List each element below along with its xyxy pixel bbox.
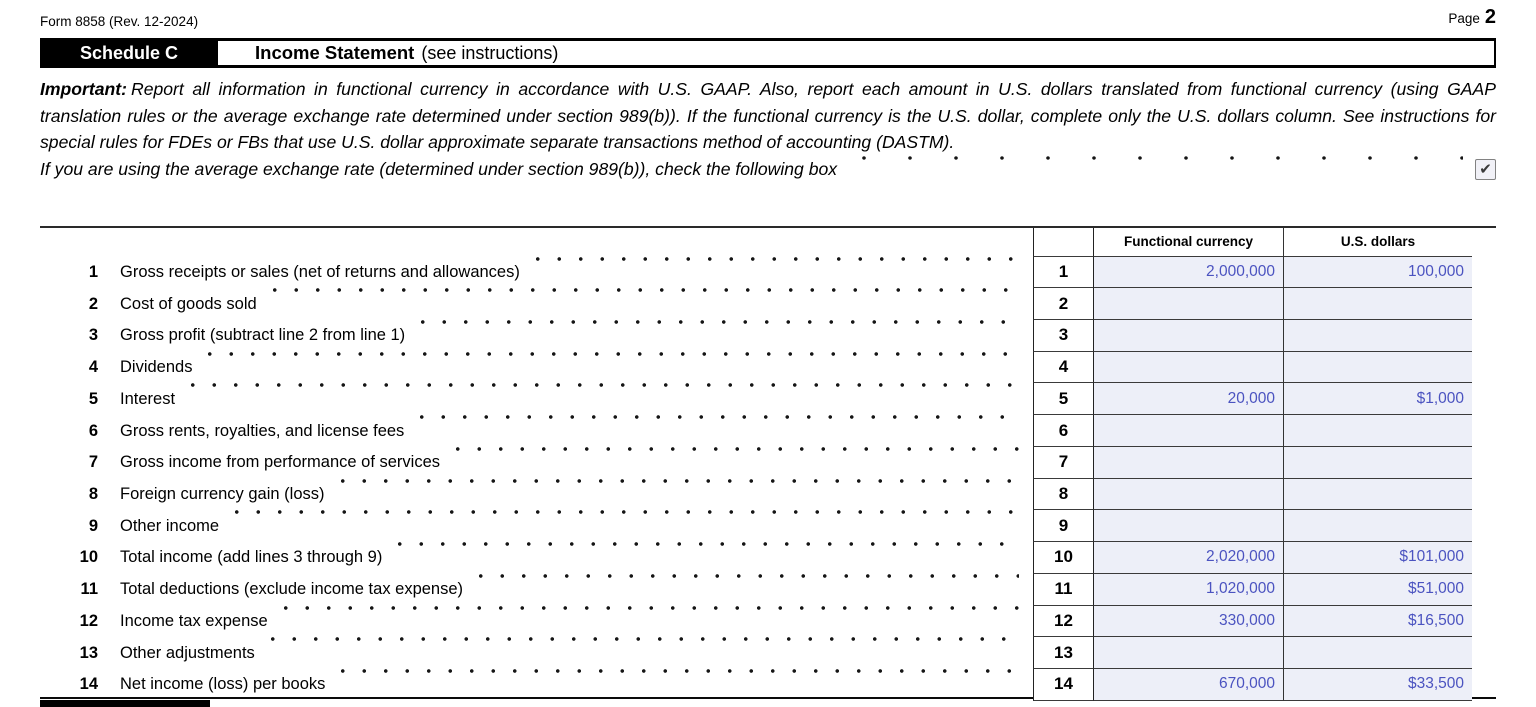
line-description [40, 606, 1033, 638]
functional-currency-field[interactable]: 330,000 [1094, 606, 1284, 638]
dot-leader [841, 156, 1463, 183]
next-section-edge [40, 700, 210, 707]
line-number-cell: 9 [1033, 510, 1094, 542]
line-number-cell: 4 [1033, 352, 1094, 384]
line-description [40, 669, 1033, 701]
line-number: 13 [79, 643, 98, 662]
line-number: 3 [88, 326, 98, 345]
line-number-cell: 6 [1033, 415, 1094, 447]
us-dollars-field[interactable] [1284, 415, 1472, 447]
dot-leader [470, 574, 1019, 606]
table-row [40, 288, 1496, 320]
functional-currency-field[interactable]: 1,020,000 [1094, 574, 1284, 606]
notice-label: Important: [40, 79, 127, 99]
form-id: Form 8858 (Rev. 12-2024) [40, 14, 199, 29]
line-label: Interest [120, 389, 176, 408]
dot-leader [447, 447, 1019, 479]
us-dollars-field[interactable] [1284, 637, 1472, 669]
line-label: Gross rents, royalties, and license fees [120, 421, 405, 440]
line-label: Gross income from performance of services [120, 453, 441, 472]
table-row [40, 352, 1496, 384]
line-description [40, 637, 1033, 669]
header-spacer [40, 228, 1033, 257]
us-dollars-field[interactable] [1284, 510, 1472, 542]
page-topbar [40, 6, 1496, 29]
dot-leader [332, 669, 1019, 701]
table-body [40, 257, 1496, 701]
line-label: Gross profit (subtract line 2 from line 1) [120, 326, 406, 345]
dot-leader [411, 415, 1019, 447]
functional-currency-field[interactable] [1094, 352, 1284, 384]
exchange-rate-checkbox-line [40, 156, 1496, 183]
dot-leader [527, 257, 1019, 289]
dot-leader [275, 606, 1019, 638]
income-statement-table [40, 226, 1496, 699]
table-row [40, 479, 1496, 511]
table-row [40, 510, 1496, 542]
line-label: Income tax expense [120, 611, 268, 630]
dot-leader [182, 383, 1019, 415]
line-description [40, 352, 1033, 384]
schedule-title-text: Income Statement [255, 42, 415, 63]
line-number: 10 [79, 548, 98, 567]
line-description [40, 479, 1033, 511]
line-number-cell: 10 [1033, 542, 1094, 574]
line-label: Total income (add lines 3 through 9) [120, 548, 383, 567]
line-label: Total deductions (exclude income tax expense) [120, 580, 464, 599]
line-number-cell: 1 [1033, 257, 1094, 289]
table-row [40, 447, 1496, 479]
us-dollars-field[interactable]: $51,000 [1284, 574, 1472, 606]
dot-leader [262, 637, 1019, 669]
dot-leader [264, 288, 1019, 320]
line-number: 7 [88, 453, 98, 472]
dot-leader [412, 320, 1019, 352]
line-number: 2 [88, 294, 98, 313]
line-label: Dividends [120, 358, 193, 377]
line-label: Gross receipts or sales (net of returns and allowances) [120, 262, 520, 281]
notice-paragraph [40, 76, 1496, 156]
table-row [40, 574, 1496, 606]
functional-currency-field[interactable]: 20,000 [1094, 383, 1284, 415]
line-number: 11 [80, 580, 98, 599]
functional-currency-field[interactable] [1094, 510, 1284, 542]
us-dollars-field[interactable] [1284, 479, 1472, 511]
header-us-dollars: U.S. dollars [1284, 228, 1472, 257]
dot-leader [332, 479, 1020, 511]
us-dollars-field[interactable]: $33,500 [1284, 669, 1472, 701]
line-number: 4 [88, 358, 98, 377]
average-exchange-rate-checkbox[interactable] [1475, 159, 1496, 180]
checkbox-line-text: If you are using the average exchange rate (determined under section 989(b)), check the following box [40, 158, 838, 179]
us-dollars-field[interactable] [1284, 352, 1472, 384]
checkmark-icon: ✔ [1479, 160, 1492, 178]
line-label: Other adjustments [120, 643, 255, 662]
dot-leader [389, 542, 1019, 574]
header-functional-currency: Functional currency [1094, 228, 1284, 257]
schedule-label: Schedule C [40, 41, 218, 65]
table-row [40, 415, 1496, 447]
table-row [40, 383, 1496, 415]
functional-currency-field[interactable]: 2,020,000 [1094, 542, 1284, 574]
dot-leader [199, 352, 1019, 384]
schedule-c-header-bar [40, 38, 1496, 68]
line-number: 1 [88, 262, 98, 281]
table-row [40, 637, 1496, 669]
line-number: 14 [79, 675, 98, 694]
line-description [40, 542, 1033, 574]
schedule-subtitle: (see instructions) [421, 42, 559, 63]
table-header-row [40, 228, 1496, 257]
header-line-cell [1033, 228, 1094, 257]
line-number: 6 [88, 421, 98, 440]
line-label: Net income (loss) per books [120, 675, 326, 694]
important-notice [40, 76, 1496, 226]
line-number-cell: 13 [1033, 637, 1094, 669]
line-label: Foreign currency gain (loss) [120, 484, 325, 503]
us-dollars-field[interactable]: 100,000 [1284, 257, 1472, 289]
line-number: 8 [88, 484, 98, 503]
line-number-cell: 8 [1033, 479, 1094, 511]
functional-currency-field[interactable]: 670,000 [1094, 669, 1284, 701]
page-indicator [1448, 6, 1496, 29]
line-description [40, 510, 1033, 542]
line-description [40, 447, 1033, 479]
line-number-cell: 12 [1033, 606, 1094, 638]
us-dollars-field[interactable]: $16,500 [1284, 606, 1472, 638]
line-number-cell: 11 [1033, 574, 1094, 606]
page-label: Page [1448, 11, 1480, 26]
us-dollars-field[interactable] [1284, 288, 1472, 320]
us-dollars-field[interactable]: $1,000 [1284, 383, 1472, 415]
us-dollars-field[interactable]: $101,000 [1284, 542, 1472, 574]
functional-currency-field[interactable] [1094, 637, 1284, 669]
line-number: 5 [88, 389, 98, 408]
functional-currency-field[interactable] [1094, 320, 1284, 352]
line-description [40, 257, 1033, 289]
functional-currency-field[interactable] [1094, 288, 1284, 320]
schedule-title [218, 41, 558, 65]
line-number: 12 [79, 611, 98, 630]
table-row [40, 669, 1496, 701]
table-row [40, 320, 1496, 352]
line-description [40, 288, 1033, 320]
line-number-cell: 3 [1033, 320, 1094, 352]
functional-currency-field[interactable]: 2,000,000 [1094, 257, 1284, 289]
line-label: Cost of goods sold [120, 294, 257, 313]
line-description [40, 574, 1033, 606]
table-row [40, 257, 1496, 289]
us-dollars-field[interactable] [1284, 447, 1472, 479]
functional-currency-field[interactable] [1094, 479, 1284, 511]
us-dollars-field[interactable] [1284, 320, 1472, 352]
line-number-cell: 2 [1033, 288, 1094, 320]
page-number: 2 [1484, 6, 1496, 28]
line-description [40, 320, 1033, 352]
dot-leader [226, 510, 1019, 542]
table-row [40, 542, 1496, 574]
line-label: Other income [120, 516, 220, 535]
functional-currency-field[interactable] [1094, 415, 1284, 447]
notice-body: Report all information in functional currency in accordance with U.S. GAAP. Also, report each amount in U.S. dollars translated from functional currency (using GAAP translation rules or the average exchange rate determined under section 989(b)). If the functional currency is the U.S. dollar, complete only the U.S. dollars column. See instructions for special rules for FDEs or FBs that use U.S. dollar approximate separate transactions method of accounting (DASTM). [40, 79, 1496, 153]
line-description [40, 383, 1033, 415]
line-description [40, 415, 1033, 447]
line-number: 9 [88, 516, 98, 535]
line-number-cell: 7 [1033, 447, 1094, 479]
line-number-cell: 14 [1033, 669, 1094, 701]
table-row [40, 606, 1496, 638]
line-number-cell: 5 [1033, 383, 1094, 415]
functional-currency-field[interactable] [1094, 447, 1284, 479]
